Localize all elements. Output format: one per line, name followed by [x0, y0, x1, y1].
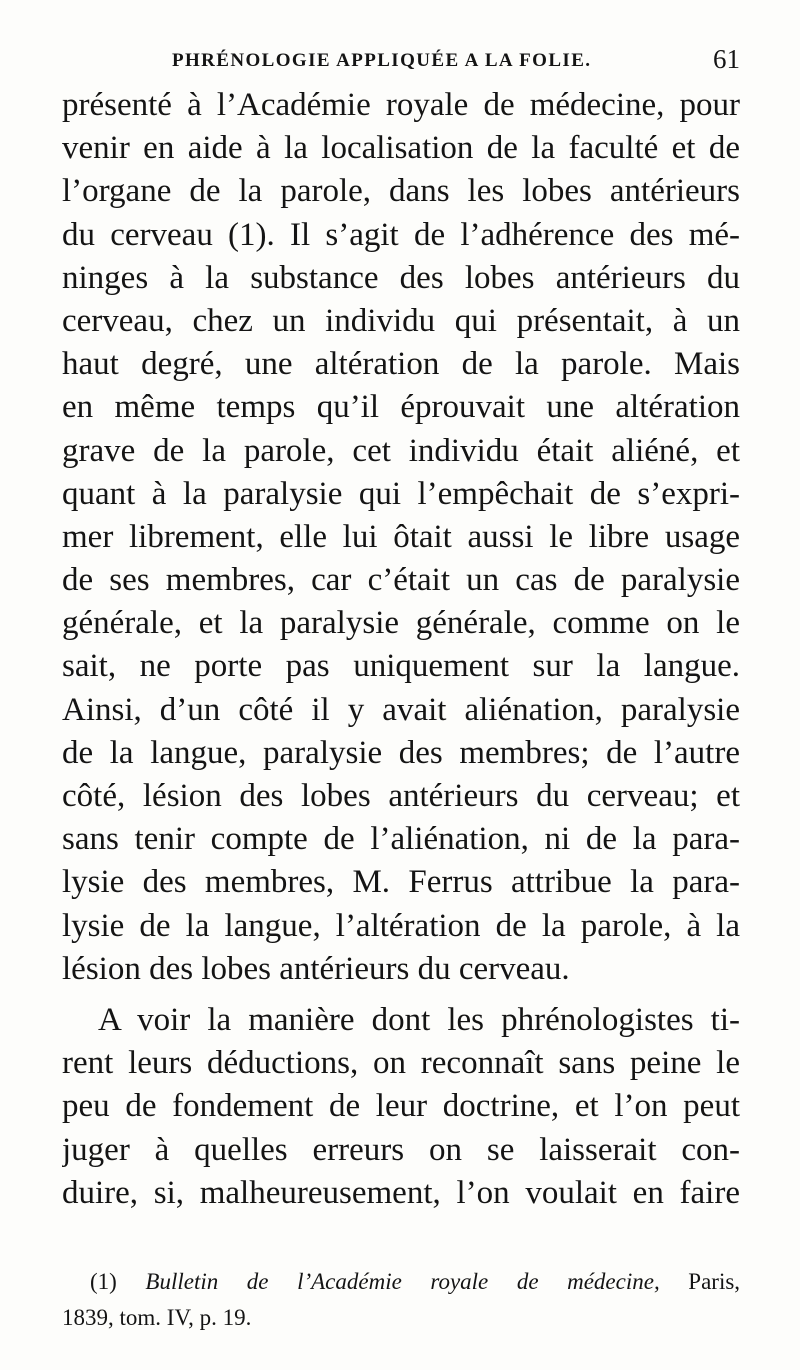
text-line: lésion des lobes antérieurs du cerveau. — [62, 950, 570, 987]
text-line: de ses membres, car c’était un cas de paralysie — [62, 562, 740, 599]
text-line: l’organe de la parole, dans les lobes antérieurs — [62, 173, 740, 210]
running-head — [62, 44, 740, 78]
text-line: duire, si, malheureusement, l’on voulait en faire — [62, 1174, 740, 1211]
running-title: PHRÉNOLOGIE APPLIQUÉE A LA FOLIE. — [172, 50, 592, 71]
text-line: côté, lésion des lobes antérieurs du cerveau; et — [62, 778, 740, 814]
page-number: 61 — [713, 44, 740, 74]
text-line: ninges à la substance des lobes antérieurs du — [62, 259, 740, 296]
paragraph-gap — [62, 991, 740, 999]
text-line: Ainsi, d’un côté il y avait aliénation, paralysie — [62, 691, 740, 728]
text-line: venir en aide à la localisation de la faculté et de — [62, 130, 740, 167]
footnote-title: Bulletin de l’Académie royale de médecine, — [145, 1269, 660, 1294]
text-line: du cerveau (1). Il s’agit de l’adhérence des mé- — [62, 216, 740, 253]
paragraph-1 — [62, 84, 740, 991]
text-line: de la langue, paralysie des membres; de l’autre — [62, 734, 740, 771]
text-line: rent leurs déductions, on reconnaît sans peine le — [62, 1045, 740, 1082]
text-line: haut degré, une altération de la parole. Mais — [62, 346, 740, 383]
text-line: lysie des membres, M. Ferrus attribue la para- — [62, 864, 740, 901]
text-line: en même temps qu’il éprouvait une altération — [62, 389, 740, 426]
body-text — [62, 84, 740, 1215]
text-line: mer librement, elle lui ôtait aussi le libre usage — [62, 518, 740, 555]
paragraph-2 — [62, 999, 740, 1215]
footnote-line — [62, 1264, 740, 1300]
footnote — [62, 1264, 740, 1336]
text-line: sait, ne porte pas uniquement sur la langue. — [62, 648, 740, 685]
footnote-place: Paris, — [688, 1269, 740, 1294]
text-line: peu de fondement de leur doctrine, et l’on peut — [62, 1088, 740, 1125]
text-line: grave de la parole, cet individu était aliéné, et — [62, 432, 740, 469]
footnote-line-2: 1839, tom. IV, p. 19. — [62, 1305, 252, 1330]
footnote-marker: (1) — [90, 1269, 117, 1294]
text-line: cerveau, chez un individu qui présentait, à un — [62, 302, 740, 339]
text-line: lysie de la langue, l’altération de la parole, à la — [62, 907, 740, 944]
text-line: juger à quelles erreurs on se laisserait con- — [62, 1131, 740, 1168]
text-line: présenté à l’Académie royale de médecine, pour — [62, 87, 740, 123]
text-line: générale, et la paralysie générale, comme on le — [62, 605, 740, 642]
text-line: quant à la paralysie qui l’empêchait de s’expri- — [62, 475, 740, 512]
text-line: A voir la manière dont les phrénologistes ti- — [98, 1001, 740, 1038]
text-line: sans tenir compte de l’aliénation, ni de la para- — [62, 821, 740, 858]
